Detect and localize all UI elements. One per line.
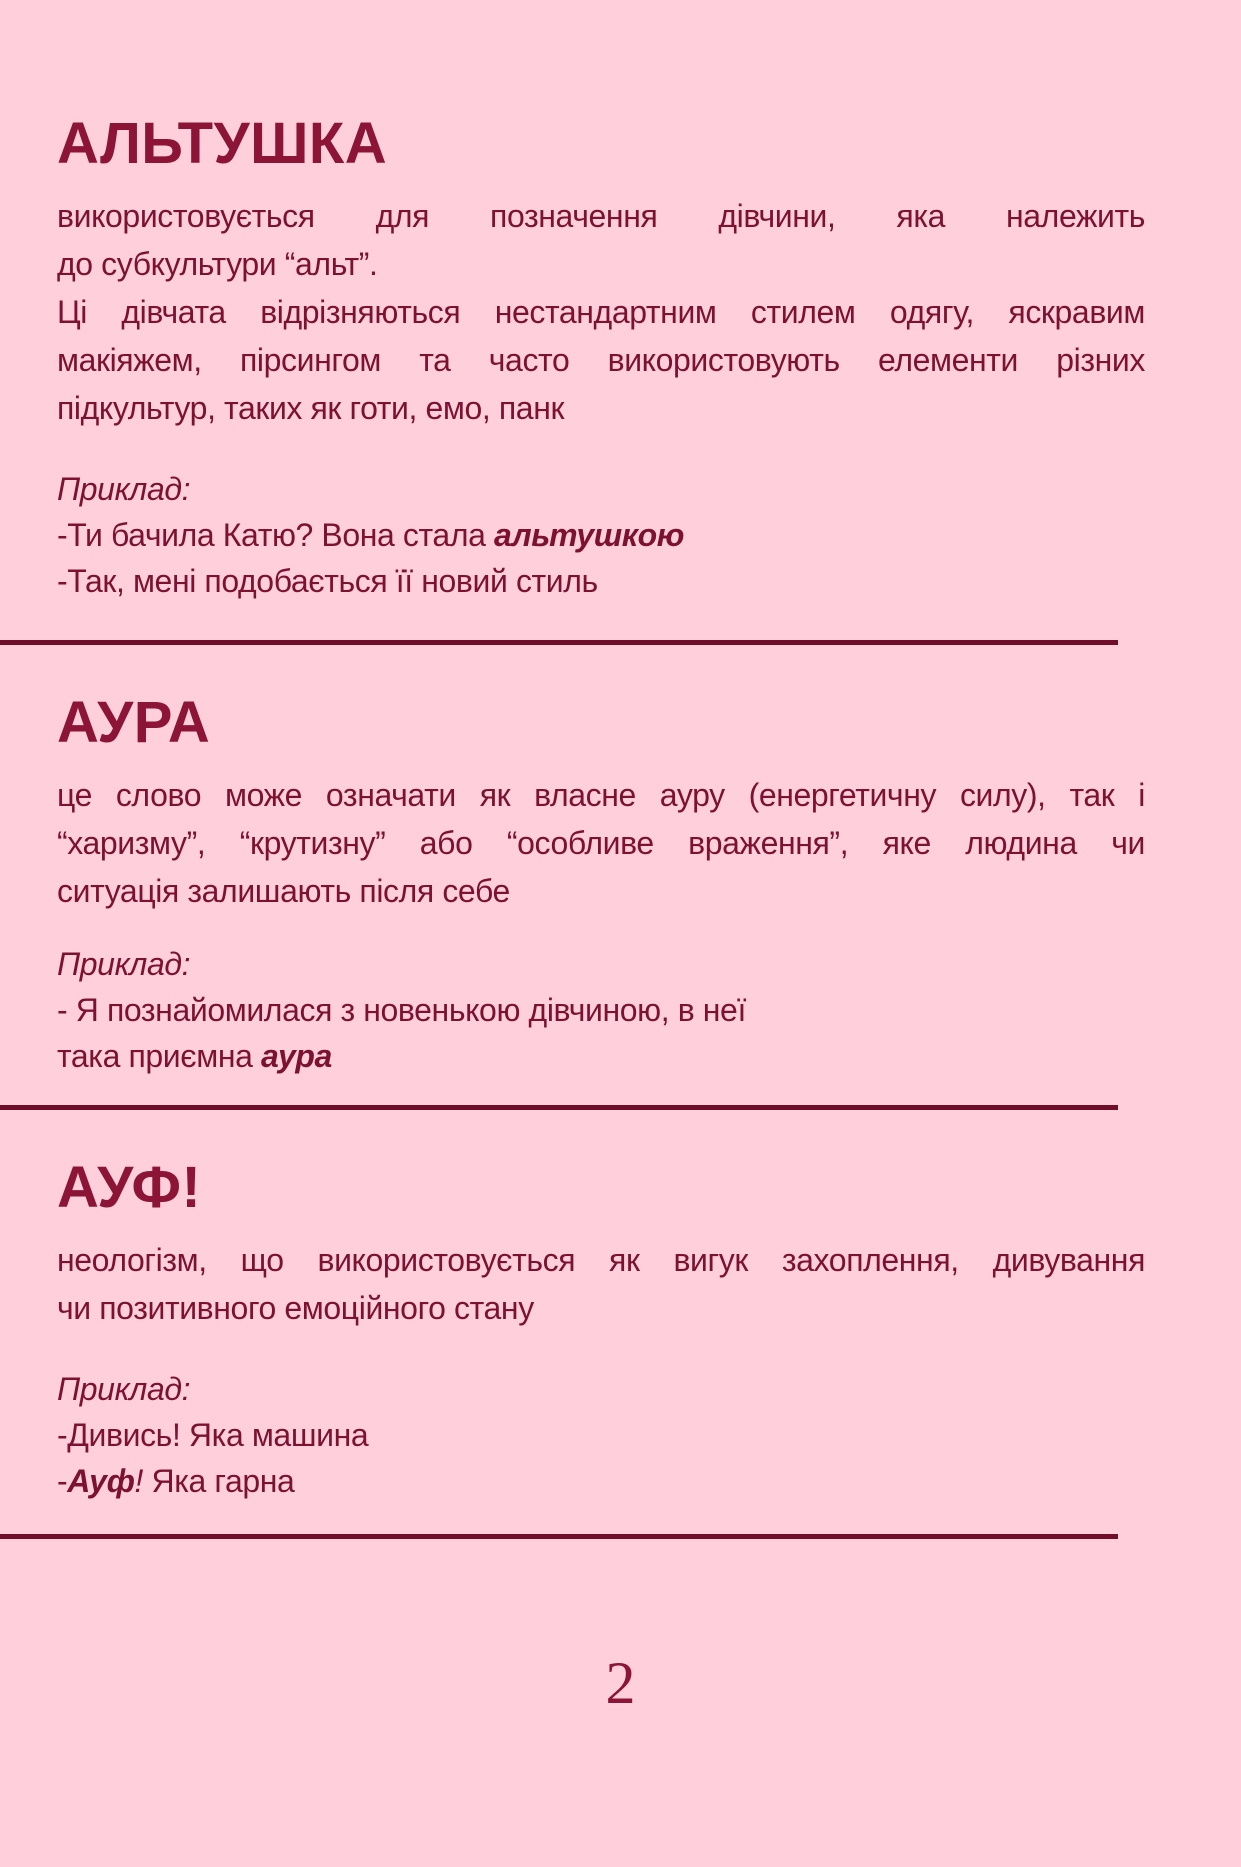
section-divider: [0, 640, 1118, 645]
section-divider: [0, 1534, 1118, 1539]
example-text: -: [57, 1463, 68, 1499]
definition-line: це слово може означати як власне ауру (енергетичну силу), так і: [57, 777, 1145, 813]
example-line: [57, 512, 1145, 558]
section-divider: [0, 1105, 1118, 1110]
definition-line: макіяжем, пірсингом та часто використовують елементи різних: [57, 342, 1145, 378]
example-text: -Так, мені подобається її новий стиль: [57, 563, 598, 599]
italic-mark: !: [134, 1463, 143, 1499]
term-heading: АУРА: [57, 690, 211, 755]
definition-line: ситуація залишають після себе: [57, 873, 510, 909]
definition: [57, 771, 1145, 915]
example-label: Приклад:: [57, 1371, 191, 1407]
definition: [57, 1236, 1145, 1332]
example-label: Приклад:: [57, 946, 191, 982]
definition-line: до субкультури “альт”.: [57, 246, 378, 282]
definition-line: Ці дівчата відрізняються нестандартним стилем одягу, яскравим: [57, 294, 1145, 330]
example-text: -Ти бачила Катю? Вона стала: [57, 517, 494, 553]
definition-line: підкультур, таких як готи, емо, панк: [57, 390, 565, 426]
example-text: Яка гарна: [143, 1463, 295, 1499]
page-footer: [0, 1651, 1241, 1715]
term-heading: АУФ!: [57, 1155, 202, 1220]
dictionary-page: [0, 112, 1241, 1867]
definition-line: чи позитивного емоційного стану: [57, 1290, 534, 1326]
example-line: [57, 558, 1145, 604]
page-number: 2: [605, 1650, 636, 1716]
entry-aura: [0, 691, 1241, 1079]
term-heading: АЛЬТУШКА: [57, 111, 388, 176]
example-line: [57, 1412, 1145, 1458]
entry-auf: [0, 1156, 1241, 1504]
example-text: -Дивись! Яка машина: [57, 1417, 369, 1453]
definition-line: неологізм, що використовується як вигук захоплення, дивування: [57, 1242, 1145, 1278]
example-text: - Я познайомилася з новенькою дівчиною, в неї: [57, 992, 746, 1028]
example-text: така приємна: [57, 1038, 261, 1074]
entry-altushka: [0, 112, 1241, 604]
definition-line: “харизму”, “крутизну” або “особливе враження”, яке людина чи: [57, 825, 1145, 861]
highlight-word: аура: [260, 1038, 332, 1074]
example-line: [57, 987, 1145, 1033]
example-line: [57, 1458, 1145, 1504]
definition: [57, 192, 1145, 432]
highlight-word: альтушкою: [494, 517, 685, 553]
example-line: [57, 1033, 1145, 1079]
example-label: Приклад:: [57, 471, 191, 507]
highlight-word: Ауф: [67, 1463, 135, 1499]
definition-line: використовується для позначення дівчини, яка належить: [57, 198, 1145, 234]
